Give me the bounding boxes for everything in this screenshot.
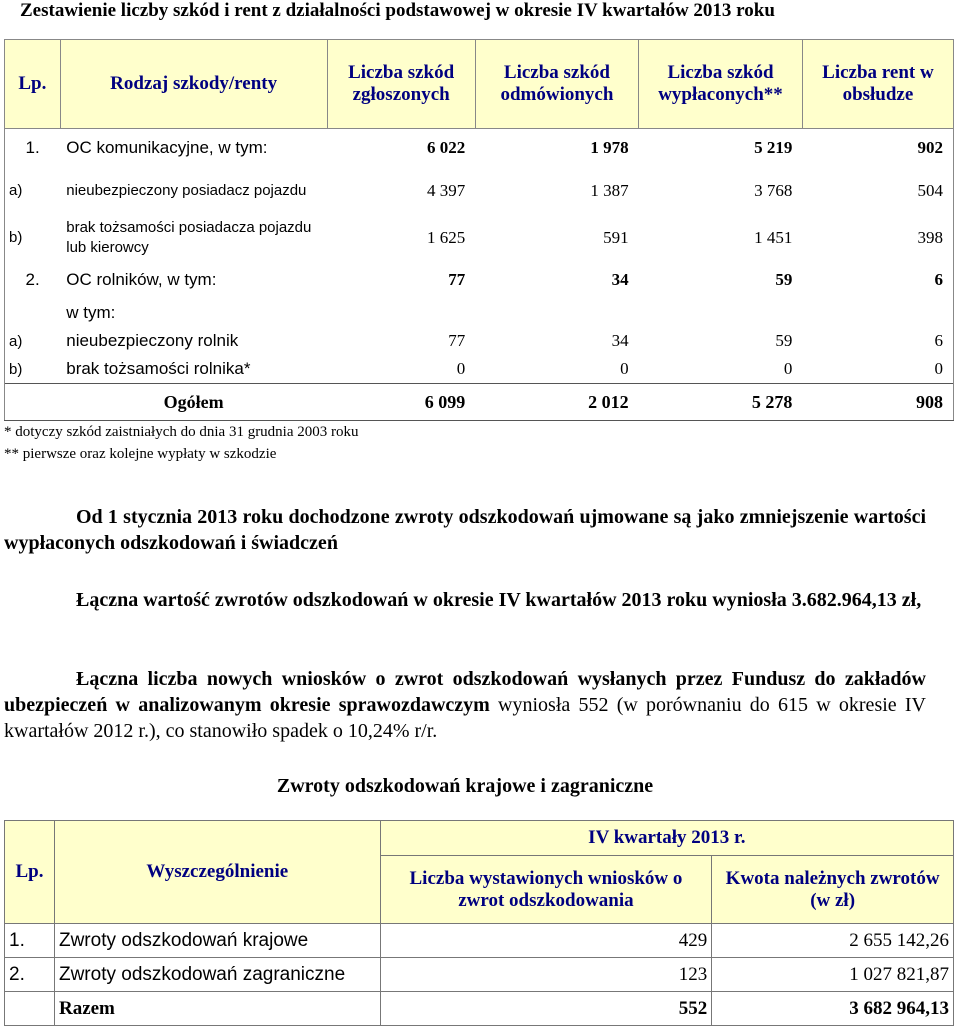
row-paid: 3 768 <box>754 180 793 200</box>
row-refused: 1 978 <box>475 129 638 168</box>
table-row <box>5 958 954 992</box>
table-row <box>5 261 954 299</box>
table2-caption: Zwroty odszkodowań krajowe i zagraniczne <box>276 775 654 797</box>
row-lp: a) <box>5 327 61 355</box>
row-paid <box>639 299 803 327</box>
row-lp: b) <box>5 355 61 384</box>
footnote-two: ** pierwsze oraz kolejne wypłaty w szkodzie <box>4 446 277 462</box>
row-reported: 4 397 <box>427 180 466 200</box>
row-lp: 2. <box>5 261 61 299</box>
row-paid: 59 <box>775 270 793 289</box>
total-count: 552 <box>380 992 712 1026</box>
table-row <box>5 924 954 958</box>
row-annuities: 6 <box>802 261 953 299</box>
row-label: nieubezpieczony rolnik <box>66 331 239 350</box>
row-reported: 77 <box>448 331 466 350</box>
total-annuities: 908 <box>802 384 953 421</box>
total-refused: 2 012 <box>475 384 638 421</box>
header-lp: Lp. <box>5 821 55 924</box>
row-amount: 1 027 821,87 <box>712 958 954 992</box>
header-count: Liczba wystawionych wniosków o zwrot odszkodowania <box>380 856 712 924</box>
paragraph-requests-rest: wyniosła 552 (w porównaniu do 615 w okresie IV kwartałów 2012 r.), co stanowiło spadek o 10,24% r/r. <box>4 694 926 742</box>
row-refused: 34 <box>611 270 629 289</box>
header-reported: Liczba szkód zgłoszonych <box>327 40 475 129</box>
row-refused: 1 387 <box>590 180 629 200</box>
row-refused <box>475 299 638 327</box>
row-refused: 0 <box>620 359 629 378</box>
row-count: 429 <box>380 924 712 958</box>
row-item: Zwroty odszkodowań krajowe <box>54 924 380 958</box>
row-lp: a) <box>5 167 61 214</box>
table-row <box>5 167 954 214</box>
row-paid: 1 451 <box>754 227 793 247</box>
table-row <box>5 327 954 355</box>
row-lp <box>5 299 61 327</box>
row-reported <box>327 299 475 327</box>
paragraph-recoveries-note-text: Od 1 stycznia 2013 roku dochodzone zwroty odszkodowań ujmowane są jako zmniejszenie wartości wypłaconych odszkodowań i świadczeń <box>4 506 926 554</box>
total-row <box>5 992 954 1026</box>
row-annuities: 0 <box>802 355 953 384</box>
row-count: 123 <box>380 958 712 992</box>
row-paid: 0 <box>783 359 793 378</box>
row-label: OC rolników, w tym: <box>66 270 217 289</box>
header-amount: Kwota należnych zwrotów (w zł) <box>712 856 954 924</box>
table-row <box>5 214 954 261</box>
header-refused: Liczba szkód odmówionych <box>475 40 638 129</box>
document-title: Zestawienie liczby szkód i rent z działalności podstawowej w okresie IV kwartałów 2013 roku <box>20 0 775 21</box>
row-item: Zwroty odszkodowań zagraniczne <box>54 958 380 992</box>
paragraph-recoveries-value-text: Łączna wartość zwrotów odszkodowań w okresie IV kwartałów 2013 roku wyniosła 3.682.964,13 zł, <box>76 589 922 611</box>
row-annuities: 902 <box>802 129 953 168</box>
paragraph-recoveries-value <box>4 587 926 613</box>
total-spacer <box>5 992 55 1026</box>
row-reported: 77 <box>448 270 466 289</box>
total-label: Razem <box>54 992 380 1026</box>
total-paid: 5 278 <box>639 384 803 421</box>
row-lp: 1. <box>5 129 61 168</box>
header-paid: Liczba szkód wypłaconych** <box>639 40 803 129</box>
row-amount: 2 655 142,26 <box>712 924 954 958</box>
paragraph-requests <box>4 666 926 744</box>
paragraph-recoveries-note <box>4 504 926 556</box>
row-label: brak tożsamości rolnika* <box>66 359 251 378</box>
recoveries-table <box>4 820 954 1026</box>
row-reported: 6 022 <box>327 129 475 168</box>
header-kind: Rodzaj szkody/renty <box>60 40 327 129</box>
paragraph-requests-bold: Łączna liczba nowych wniosków o zwrot odszkodowań wysłanych przez Fundusz do zakładów ubezpieczeń w analizowanym okresie sprawozdawczym <box>4 668 926 716</box>
header-item: Wyszczególnienie <box>54 821 380 924</box>
table-row <box>5 129 954 168</box>
row-label: w tym: <box>66 303 116 322</box>
row-refused: 591 <box>603 227 629 247</box>
row-label: brak tożsamości posiadacza pojazdu lub kierowcy <box>66 218 312 256</box>
total-amount: 3 682 964,13 <box>712 992 954 1026</box>
row-paid: 5 219 <box>639 129 803 168</box>
footnote-one: * dotyczy szkód zaistniałych do dnia 31 grudnia 2003 roku <box>4 424 359 440</box>
row-label: OC komunikacyjne, w tym: <box>60 129 327 168</box>
header-annuities: Liczba rent w obsłudze <box>802 40 953 129</box>
row-annuities <box>802 299 953 327</box>
total-spacer <box>5 384 61 421</box>
row-reported: 0 <box>456 359 466 378</box>
header-period: IV kwartały 2013 r. <box>380 821 953 856</box>
total-row <box>5 384 954 421</box>
table-row <box>5 299 954 327</box>
row-annuities: 6 <box>802 327 953 355</box>
row-lp: b) <box>5 214 61 261</box>
row-reported: 1 625 <box>427 227 466 247</box>
total-label: Ogółem <box>60 384 327 421</box>
row-paid: 59 <box>775 331 793 350</box>
row-refused: 34 <box>611 331 629 350</box>
table-row <box>5 355 954 384</box>
row-annuities: 504 <box>802 167 953 214</box>
row-label: nieubezpieczony posiadacz pojazdu <box>66 181 307 199</box>
total-reported: 6 099 <box>327 384 475 421</box>
header-lp: Lp. <box>5 40 61 129</box>
row-lp: 1. <box>5 924 55 958</box>
claims-summary-table <box>4 39 954 421</box>
row-lp: 2. <box>5 958 55 992</box>
row-annuities: 398 <box>802 214 953 261</box>
